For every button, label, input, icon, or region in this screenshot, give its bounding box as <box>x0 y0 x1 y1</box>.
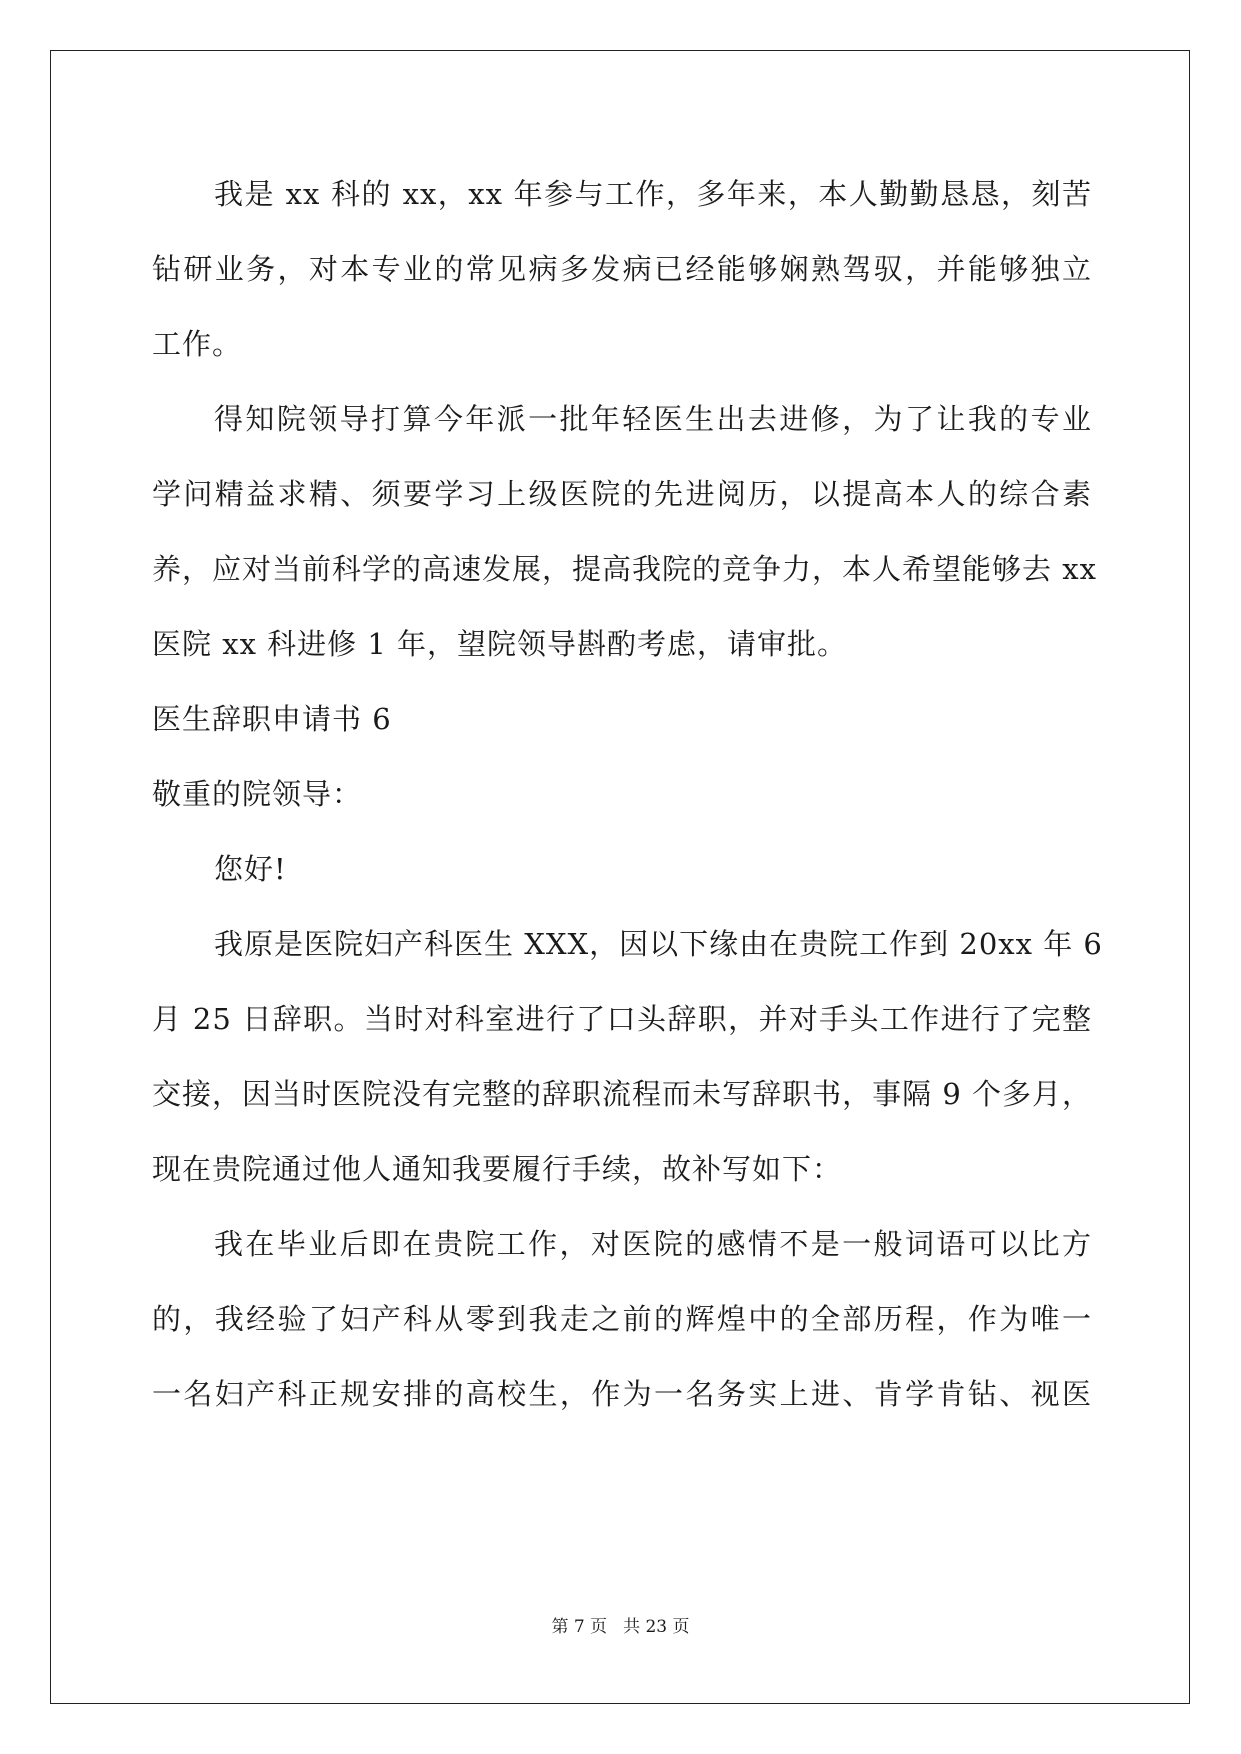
paragraph-line: 得知院领导打算今年派一批年轻医生出去进修，为了让我的专业 <box>214 402 1092 436</box>
paragraph-line: 我是 xx 科的 xx，xx 年参与工作，多年来，本人勤勤恳恳，刻苦 <box>214 177 1092 211</box>
page-footer <box>0 1616 1241 1638</box>
paragraph-line: 月 25 日辞职。当时对科室进行了口头辞职，并对手头工作进行了完整 <box>152 1002 1092 1036</box>
section-heading: 医生辞职申请书 6 <box>152 702 392 736</box>
paragraph-line: 的，我经验了妇产科从零到我走之前的辉煌中的全部历程，作为唯一 <box>152 1302 1092 1336</box>
paragraph-line: 我在毕业后即在贵院工作，对医院的感情不是一般词语可以比方 <box>214 1227 1092 1261</box>
paragraph-line: 一名妇产科正规安排的高校生，作为一名务实上进、肯学肯钻、视医 <box>152 1377 1092 1411</box>
document-body <box>152 157 1103 1432</box>
paragraph-line: 养，应对当前科学的高速发展，提高我院的竞争力，本人希望能够去 xx <box>152 552 1097 586</box>
greeting: 您好! <box>214 852 287 886</box>
paragraph-line: 工作。 <box>152 327 243 361</box>
page-total: 共 23 页 <box>623 1617 690 1637</box>
paragraph-line: 医院 xx 科进修 1 年，望院领导斟酌考虑，请审批。 <box>152 627 848 661</box>
paragraph-line: 学问精益求精、须要学习上级医院的先进阅历，以提高本人的综合素 <box>152 477 1092 511</box>
paragraph-line: 我原是医院妇产科医生 XXX，因以下缘由在贵院工作到 20xx 年 6 <box>214 927 1103 961</box>
paragraph-line: 交接，因当时医院没有完整的辞职流程而未写辞职书，事隔 9 个多月， <box>152 1077 1092 1111</box>
page-number: 第 7 页 <box>551 1617 608 1637</box>
paragraph-line: 现在贵院通过他人通知我要履行手续，故补写如下： <box>152 1152 843 1186</box>
paragraph-line: 钻研业务，对本专业的常见病多发病已经能够娴熟驾驭，并能够独立 <box>152 252 1092 286</box>
salutation: 敬重的院领导： <box>152 777 363 811</box>
